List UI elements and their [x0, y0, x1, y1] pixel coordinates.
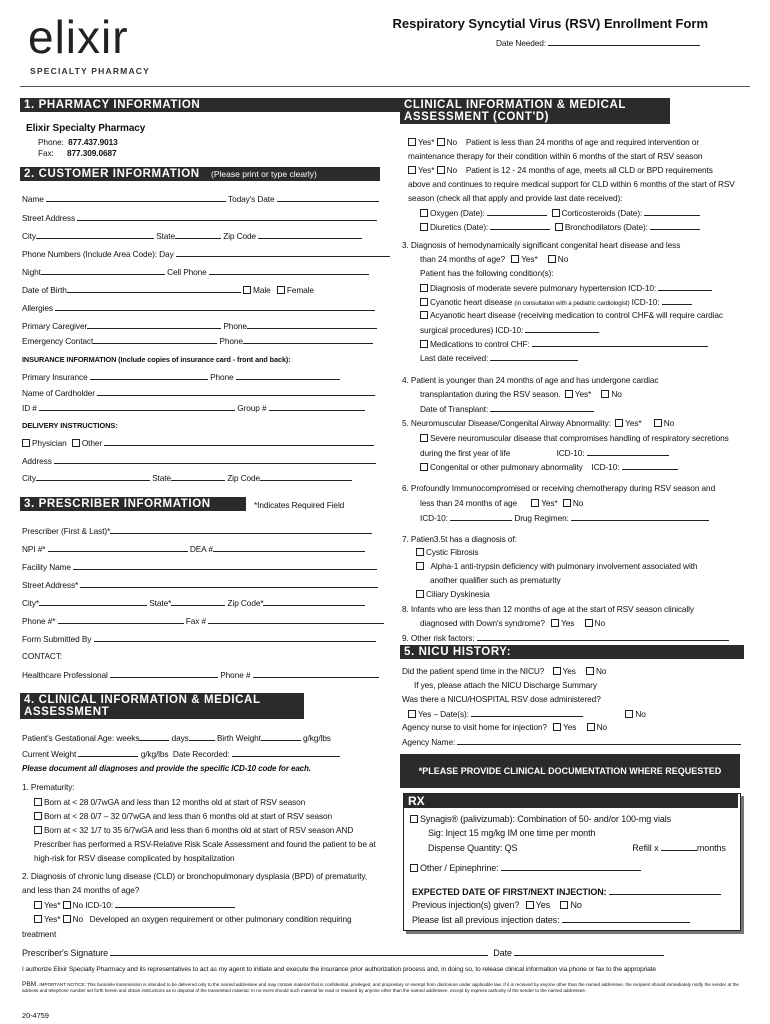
other-risk-field[interactable]	[477, 632, 729, 641]
i5-no-checkbox[interactable]	[654, 419, 662, 427]
item2c-yes-checkbox[interactable]	[34, 915, 42, 923]
epinephrine-checkbox[interactable]	[410, 864, 418, 872]
corticosteroids-checkbox[interactable]	[552, 209, 560, 217]
form-number: 20-4759	[22, 1011, 49, 1020]
r2a: Yes* No Patient is 12 - 24 months of age, meets all CLD or BPD requirements	[408, 165, 713, 175]
oxygen-checkbox[interactable]	[420, 209, 428, 217]
birth-weight-field[interactable]	[261, 732, 301, 741]
nicu-no-checkbox[interactable]	[586, 667, 594, 675]
delivery-address-row: Address	[22, 455, 376, 466]
section-4-header: 4. CLINICAL INFORMATION & MEDICAL ASSESSMENT	[20, 693, 304, 719]
i6-icd-field[interactable]	[450, 512, 512, 521]
i8-yes-checkbox[interactable]	[551, 619, 559, 627]
cell-field[interactable]	[209, 266, 369, 275]
i3g: surgical procedures) ICD-10:	[420, 324, 599, 335]
caregiver-field[interactable]	[87, 320, 221, 329]
i6a: 6. Profoundly Immunocompromised or receiving chemotherapy during RSV season and	[402, 483, 716, 493]
rx-previous: Previous injection(s) given? Yes No	[412, 900, 582, 910]
current-weight-row: Current Weight g/kg/lbs Date Recorded:	[22, 748, 340, 759]
prescriber-phone-field[interactable]	[58, 615, 184, 624]
primary-insurance-row: Primary Insurance Phone	[22, 371, 340, 382]
nicu-q4: Agency Name:	[402, 736, 741, 747]
hcp-field[interactable]	[110, 669, 218, 678]
i7e: Ciliary Dyskinesia	[416, 589, 490, 599]
emergency-row: Emergency Contact Phone	[22, 335, 373, 346]
i5b-checkbox[interactable]	[420, 434, 428, 442]
i6b: less than 24 months of age Yes* No	[420, 498, 584, 508]
days-field[interactable]	[189, 732, 215, 741]
rx-expected: EXPECTED DATE OF FIRST/NEXT INJECTION:	[412, 886, 721, 897]
item1b-checkbox[interactable]	[34, 812, 42, 820]
clinical-doc-banner: *PLEASE PROVIDE CLINICAL DOCUMENTATION WHERE REQUESTED	[400, 754, 740, 788]
delivery-zip-field[interactable]	[260, 472, 352, 481]
i3h-checkbox[interactable]	[420, 340, 428, 348]
date-needed-label: Date Needed:	[496, 37, 700, 48]
rx-line3: Dispense Quantity: QS Refill x months	[428, 843, 726, 853]
epinephrine-field[interactable]	[501, 862, 641, 871]
section-5-header: 5. NICU HISTORY:	[400, 645, 744, 659]
i5c-icd-field[interactable]	[587, 447, 669, 456]
prescriber-city-row: City* State* Zip Code*	[22, 597, 365, 608]
street-row: Street Address	[22, 212, 377, 223]
agency-name-field[interactable]	[457, 736, 741, 745]
delivery-other-field[interactable]	[104, 437, 374, 446]
i3e-checkbox[interactable]	[420, 298, 428, 306]
prescriber-city-field[interactable]	[39, 597, 147, 606]
ciliary-checkbox[interactable]	[416, 590, 424, 598]
drug-regimen-field[interactable]	[571, 512, 709, 521]
city-field[interactable]	[36, 230, 154, 239]
male-checkbox[interactable]	[243, 286, 251, 294]
section-1-header: 1. PHARMACY INFORMATION	[20, 98, 400, 112]
npi-field[interactable]	[48, 543, 188, 552]
header-rule	[20, 86, 750, 87]
gestational-row: Patient's Gestational Age: weeks days Birth Weight g/kg/lbs	[22, 733, 331, 743]
i5b: Severe neuromuscular disease that compromises handling of respiratory secretions	[420, 433, 729, 443]
i9a: 9. Other risk factors:	[402, 632, 729, 643]
i3d: Diagnosis of moderate severe pulmonary hypertension ICD-10:	[420, 282, 712, 293]
todays-date-field[interactable]	[277, 193, 379, 202]
i3b: than 24 months of age? Yes* No	[420, 254, 569, 264]
item2-yes-row: Yes* No ICD-10:	[34, 899, 235, 910]
pbm-notice: PBM. IMPORTANT NOTICE: This facsimile transmission is intended to be delivered only to the named addressee and may contain material that is confidential, privileged, and proprietary or exempt from disclosure under applicable law. If it is received by anyone other than the named addressee, the recipient should immediately notify the sender at the address and telephone number set forth herein and obtain instructions as to disposal of the transmitted material. In no event should such material be read or retained by anyone other than the named addressee, except by express authority of the sender to the named addressee.	[22, 981, 739, 993]
i7b: Cystic Fibrosis	[416, 547, 478, 557]
hcp-row: Healthcare Professional Phone #	[22, 669, 379, 680]
state-field[interactable]	[175, 230, 221, 239]
i3g-icd-field[interactable]	[525, 324, 599, 333]
dob-field[interactable]	[67, 284, 241, 293]
delivery-state-field[interactable]	[171, 472, 225, 481]
item2-label: 2. Diagnosis of chronic lung disease (CLD) or bronchopulmonary dysplasia (BPD) of prematurity,	[22, 871, 368, 881]
rx-header: RX	[404, 794, 738, 808]
prescriber-phone-row: Phone #* Fax #	[22, 615, 384, 626]
night-row: Night Cell Phone	[22, 266, 369, 277]
i3d-icd-field[interactable]	[658, 282, 712, 291]
i3h: Medications to control CHF:	[420, 338, 708, 349]
nicu-q1: Did the patient spend time in the NICU? Yes No	[402, 666, 607, 676]
id-field[interactable]	[39, 402, 235, 411]
item1-label: 1. Prematurity:	[22, 782, 75, 792]
oxygen-row: Oxygen (Date): Corticosteroids (Date):	[420, 207, 700, 218]
i3e: Cyanotic heart disease (in consultation with a pediatric cardiologist) ICD-10:	[420, 296, 692, 309]
item2-no-checkbox[interactable]	[63, 901, 71, 909]
i5-yes-checkbox[interactable]	[615, 419, 623, 427]
signature-field[interactable]	[110, 947, 488, 956]
item2c-no-checkbox[interactable]	[63, 915, 71, 923]
submitted-by-row: Form Submitted By	[22, 633, 376, 644]
i8-no-checkbox[interactable]	[585, 619, 593, 627]
authorization-text: I authorize Elixir Specialty Pharmacy and its representatives to act as my agent to initiate and execute the insurance prior authorization process and, in doing so, to release clinical information via phone or fax to the appropriate	[22, 966, 656, 973]
diuretics-row: Diuretics (Date): Bronchodilators (Date):	[420, 221, 700, 232]
i5c: during the first year of life ICD-10:	[420, 447, 669, 458]
logo-subtitle: SPECIALTY PHARMACY	[30, 66, 150, 76]
r2c: season (check all that apply and provide last date received):	[408, 193, 623, 203]
insurance-phone-field[interactable]	[236, 371, 340, 380]
i3-no-checkbox[interactable]	[548, 255, 556, 263]
r2b: above and continues to require medical support for CLD within 6 months of the start of RSV	[408, 179, 735, 189]
i4c: Date of Transplant:	[420, 403, 594, 414]
diuretics-checkbox[interactable]	[420, 223, 428, 231]
i3d-checkbox[interactable]	[420, 284, 428, 292]
bronchodilators-checkbox[interactable]	[555, 223, 563, 231]
pharmacy-name: Elixir Specialty Pharmacy	[26, 123, 146, 134]
r2-yes-checkbox[interactable]	[408, 166, 416, 174]
delivery-title: DELIVERY INSTRUCTIONS:	[22, 421, 118, 430]
allergies-row: Allergies	[22, 302, 375, 313]
prescriber-state-field[interactable]	[171, 597, 225, 606]
prescriber-zip-field[interactable]	[263, 597, 365, 606]
item2b: and less than 24 months of age?	[22, 885, 140, 895]
allergies-field[interactable]	[55, 302, 375, 311]
nicu-q2: Was there a NICU/HOSPITAL RSV dose administered?	[402, 694, 601, 704]
nicu-q2b: Yes – Date(s): No	[408, 708, 646, 719]
dose-yes-checkbox[interactable]	[408, 710, 416, 718]
phone-day-field[interactable]	[176, 248, 390, 257]
logo	[28, 11, 158, 80]
delivery-city-field[interactable]	[36, 472, 150, 481]
item2-icd10-field[interactable]	[115, 899, 235, 908]
bronchodilators-date-field[interactable]	[650, 221, 700, 230]
i8b: diagnosed with Down's syndrome? Yes No	[420, 618, 605, 628]
i7c: Alpha-1 anti-trypsin deficiency with pulmonary involvement associated with	[416, 561, 697, 571]
dose-no-checkbox[interactable]	[625, 710, 633, 718]
previous-no-checkbox[interactable]	[560, 901, 568, 909]
agency-yes-checkbox[interactable]	[553, 723, 561, 731]
caregiver-phone-field[interactable]	[247, 320, 377, 329]
form-title: Respiratory Syncytial Virus (RSV) Enrollment Form	[392, 16, 708, 31]
oxygen-date-field[interactable]	[487, 207, 547, 216]
i6c: ICD-10: Drug Regimen:	[420, 512, 709, 523]
cardholder-row: Name of Cardholder	[22, 387, 375, 398]
rx-list: Please list all previous injection dates:	[412, 914, 690, 925]
night-field[interactable]	[41, 266, 165, 275]
weeks-field[interactable]	[139, 732, 169, 741]
contact-label: CONTACT:	[22, 651, 63, 661]
facility-row: Facility Name	[22, 561, 377, 572]
treatment-label: treatment	[22, 929, 57, 939]
pharmacy-fax: Fax: 877.309.0687	[38, 148, 117, 158]
required-note: *Indicates Required Field	[254, 500, 345, 510]
expected-date-field[interactable]	[609, 886, 721, 895]
i3f-checkbox[interactable]	[420, 311, 428, 319]
i3e-icd-field[interactable]	[662, 296, 692, 305]
r1a: Yes* No Patient is less than 24 months of age and required intervention or	[408, 137, 699, 147]
item1e: high-risk for RSV disease complicated by hospitalization	[34, 853, 235, 863]
phone-day-row: Phone Numbers (Include Area Code): Day	[22, 248, 390, 259]
logo-wordmark: elixir	[28, 11, 129, 63]
emergency-field[interactable]	[93, 335, 217, 344]
i3-yes-checkbox[interactable]	[511, 255, 519, 263]
i4-yes-checkbox[interactable]	[565, 390, 573, 398]
id-row: ID # Group #	[22, 402, 365, 413]
i4b: transplantation during the RSV season. Yes* No	[420, 389, 622, 399]
submitted-by-field[interactable]	[94, 633, 376, 642]
agency-no-checkbox[interactable]	[587, 723, 595, 731]
i7d: another qualifier such as prematurity	[430, 575, 561, 585]
i3a: 3. Diagnosis of hemodynamically significant congenital heart disease and less	[402, 240, 681, 250]
street-field[interactable]	[77, 212, 377, 221]
prescriber-street-row: Street Address*	[22, 579, 378, 590]
previous-yes-checkbox[interactable]	[526, 901, 534, 909]
i4-no-checkbox[interactable]	[601, 390, 609, 398]
rx-line2: Sig: Inject 15 mg/kg IM one time per month	[428, 828, 596, 838]
i6-no-checkbox[interactable]	[563, 499, 571, 507]
synagis-checkbox[interactable]	[410, 815, 418, 823]
alpha1-checkbox[interactable]	[416, 562, 424, 570]
diuretics-date-field[interactable]	[490, 221, 550, 230]
r1-no-checkbox[interactable]	[437, 138, 445, 146]
date-needed-field[interactable]	[548, 37, 700, 46]
cardholder-field[interactable]	[97, 387, 375, 396]
rx-line1: Synagis® (palivizumab): Combination of 50- and/or 100-mg vials	[410, 814, 671, 824]
hcp-phone-field[interactable]	[253, 669, 379, 678]
rx-other: Other / Epinephrine:	[410, 862, 641, 873]
city-row: City State Zip Code	[22, 230, 362, 241]
pharmacy-phone: Phone: 877.437.9013	[38, 137, 118, 147]
i3i-field[interactable]	[490, 352, 578, 361]
item1a-checkbox[interactable]	[34, 798, 42, 806]
caregiver-row: Primary Caregiver Phone	[22, 320, 377, 331]
emergency-phone-field[interactable]	[243, 335, 373, 344]
npi-row: NPI #* DEA #	[22, 543, 365, 554]
female-checkbox[interactable]	[277, 286, 285, 294]
zip-field[interactable]	[258, 230, 362, 239]
i5d: Congenital or other pulmonary abnormality ICD-10:	[420, 461, 678, 472]
primary-insurance-field[interactable]	[90, 371, 208, 380]
r2-no-checkbox[interactable]	[437, 166, 445, 174]
item2-yes-checkbox[interactable]	[34, 901, 42, 909]
signature-date-field[interactable]	[514, 947, 664, 956]
i7a: 7. Patien3.5t has a diagnosis of:	[402, 534, 517, 544]
nicu-q3: Agency nurse to visit home for injection? Yes No	[402, 722, 607, 732]
prescriber-row: Prescriber (First & Last)*	[22, 525, 372, 536]
insurance-title: INSURANCE INFORMATION (Include copies of insurance card - front and back):	[22, 355, 291, 364]
item1c-checkbox[interactable]	[34, 826, 42, 834]
r1-yes-checkbox[interactable]	[408, 138, 416, 146]
delivery-row: Physician Other	[22, 437, 374, 448]
i5d-icd-field[interactable]	[622, 461, 678, 470]
nicu-yes-checkbox[interactable]	[553, 667, 561, 675]
facility-field[interactable]	[73, 561, 377, 570]
prescriber-fax-field[interactable]	[208, 615, 384, 624]
section-2-header: 2. CUSTOMER INFORMATION (Please print or type clearly)	[20, 167, 380, 181]
prescriber-field[interactable]	[110, 525, 372, 534]
item1d: Prescriber has performed a RSV-Relative Risk Scale Assessment and found the patient to be at	[34, 839, 376, 849]
item1c: Born at < 32 1/7 to 35 6/7wGA and less than 6 months old at start of RSV season AND	[34, 825, 353, 835]
cystic-fibrosis-checkbox[interactable]	[416, 548, 424, 556]
dose-dates-field[interactable]	[471, 708, 583, 717]
current-weight-field[interactable]	[78, 748, 138, 757]
customer-name-field[interactable]	[46, 193, 226, 202]
dea-field[interactable]	[213, 543, 365, 552]
prescriber-street-field[interactable]	[80, 579, 378, 588]
i3i: Last date received:	[420, 352, 578, 363]
item2c-row: Yes* No Developed an oxygen requirement or other pulmonary condition requiring	[34, 914, 352, 924]
section-3-header: 3. PRESCRIBER INFORMATION	[20, 497, 246, 511]
item1b: Born at < 28 0/7 – 32 0/7wGA and less than 6 months old at start of RSV season	[34, 811, 332, 821]
date-recorded-field[interactable]	[232, 748, 340, 757]
dob-row: Date of Birth Male Female	[22, 285, 314, 295]
customer-name-row: Name Today's Date	[22, 193, 379, 204]
i5a: 5. Neuromuscular Disease/Congenital Airway Abnormality: Yes* No	[402, 418, 675, 428]
physician-checkbox[interactable]	[22, 439, 30, 447]
signature-row: Prescriber's Signature Date	[22, 947, 664, 958]
refill-field[interactable]	[661, 842, 697, 851]
i3h-field[interactable]	[532, 338, 708, 347]
r1b: maintenance therapy for their condition within 6 months of the start of RSV season	[408, 151, 703, 161]
previous-dates-field[interactable]	[562, 914, 690, 923]
i5d-checkbox[interactable]	[420, 463, 428, 471]
group-field[interactable]	[269, 402, 365, 411]
i8a: 8. Infants who are less than 12 months of age at the start of RSV season clinically	[402, 604, 694, 614]
i3c: Patient has the following condition(s):	[420, 268, 554, 278]
other-checkbox[interactable]	[72, 439, 80, 447]
transplant-date-field[interactable]	[490, 403, 594, 412]
delivery-city-row: City State Zip Code	[22, 472, 352, 483]
delivery-address-field[interactable]	[54, 455, 376, 464]
diagnosis-instruction: Please document all diagnoses and provide the specific ICD-10 code for each.	[22, 764, 311, 773]
nicu-q1b: If yes, please attach the NICU Discharge Summary	[414, 680, 597, 690]
i3f: Acyanotic heart disease (receiving medication to control CHF& will require cardiac	[420, 310, 723, 320]
corticosteroids-date-field[interactable]	[644, 207, 700, 216]
i6-yes-checkbox[interactable]	[531, 499, 539, 507]
section-4-cont-header: CLINICAL INFORMATION & MEDICAL ASSESSMENT (CONT'D)	[400, 98, 670, 124]
item1a: Born at < 28 0/7wGA and less than 12 months old at start of RSV season	[34, 797, 305, 807]
i4a: 4. Patient is younger than 24 months of age and has undergone cardiac	[402, 375, 659, 385]
